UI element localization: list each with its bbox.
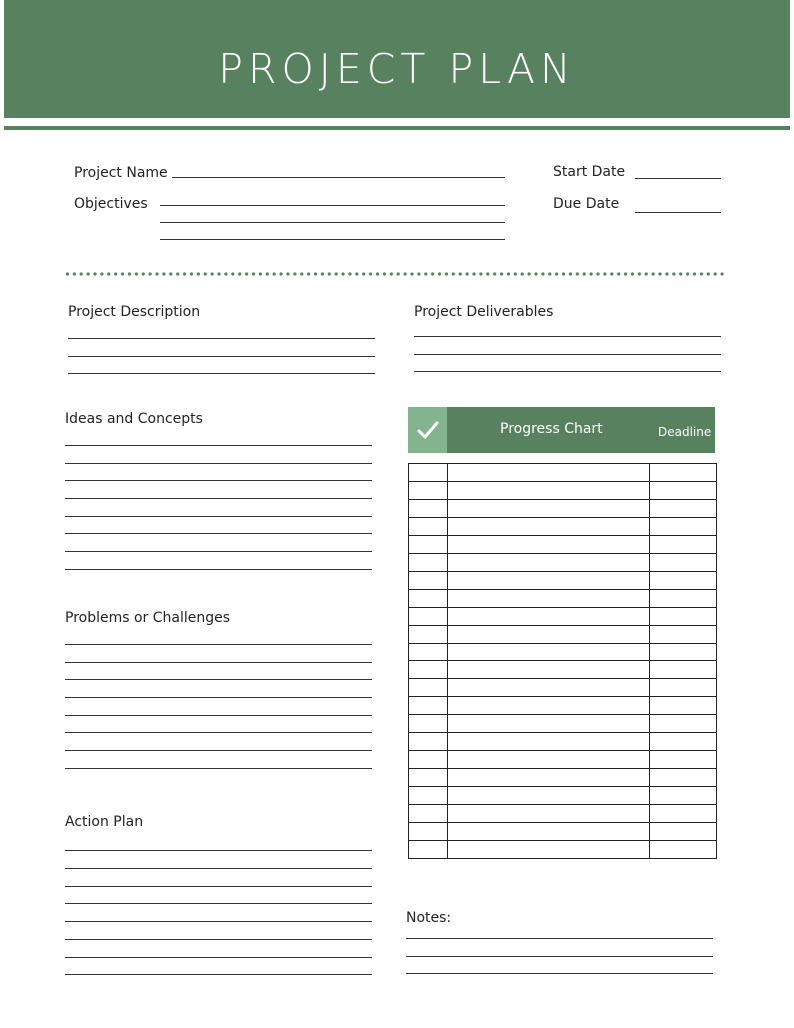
ideas-line[interactable] <box>65 498 372 499</box>
progress-deadline-cell[interactable] <box>650 464 717 482</box>
progress-check-cell[interactable] <box>409 715 448 733</box>
progress-row <box>409 787 717 805</box>
progress-task-cell[interactable] <box>448 679 650 697</box>
objectives-field-line[interactable] <box>160 239 505 240</box>
progress-row <box>409 841 717 859</box>
progress-check-cell[interactable] <box>409 517 448 535</box>
progress-row <box>409 481 717 499</box>
progress-check-cell[interactable] <box>409 535 448 553</box>
problems-line[interactable] <box>65 768 372 769</box>
progress-row <box>409 607 717 625</box>
progress-chart-check-cell <box>408 407 447 453</box>
progress-deadline-cell[interactable] <box>650 643 717 661</box>
progress-row <box>409 805 717 823</box>
ideas-and-concepts-heading: Ideas and Concepts <box>65 411 203 427</box>
progress-task-cell[interactable] <box>448 769 650 787</box>
notes-heading: Notes: <box>406 910 452 926</box>
progress-row <box>409 553 717 571</box>
progress-deadline-cell[interactable] <box>650 589 717 607</box>
action-plan-line[interactable] <box>65 850 372 851</box>
progress-row <box>409 464 717 482</box>
progress-row <box>409 517 717 535</box>
progress-task-cell[interactable] <box>448 823 650 841</box>
progress-task-cell[interactable] <box>448 571 650 589</box>
progress-deadline-cell[interactable] <box>650 769 717 787</box>
project-deliverables-line[interactable] <box>414 371 721 372</box>
progress-task-cell[interactable] <box>448 589 650 607</box>
progress-check-cell[interactable] <box>409 553 448 571</box>
check-icon <box>416 420 440 440</box>
progress-deadline-cell[interactable] <box>650 607 717 625</box>
progress-task-cell[interactable] <box>448 481 650 499</box>
progress-check-cell[interactable] <box>409 571 448 589</box>
progress-check-cell[interactable] <box>409 625 448 643</box>
progress-deadline-cell[interactable] <box>650 751 717 769</box>
action-plan-line[interactable] <box>65 974 372 975</box>
progress-task-cell[interactable] <box>448 697 650 715</box>
problems-or-challenges-heading: Problems or Challenges <box>65 610 231 626</box>
progress-task-cell[interactable] <box>448 661 650 679</box>
progress-task-cell[interactable] <box>448 464 650 482</box>
due-date-label: Due Date <box>553 196 620 212</box>
progress-check-cell[interactable] <box>409 481 448 499</box>
header-rule <box>4 126 790 130</box>
progress-deadline-cell[interactable] <box>650 535 717 553</box>
notes-line[interactable] <box>406 938 713 939</box>
progress-task-cell[interactable] <box>448 607 650 625</box>
project-name-label: Project Name <box>74 165 168 181</box>
progress-chart-title: Progress Chart <box>500 421 603 437</box>
progress-deadline-cell[interactable] <box>650 841 717 859</box>
project-description-line[interactable] <box>68 356 375 357</box>
problems-line[interactable] <box>65 679 372 680</box>
progress-row <box>409 715 717 733</box>
progress-deadline-cell[interactable] <box>650 481 717 499</box>
project-description-line[interactable] <box>68 338 375 339</box>
problems-line[interactable] <box>65 697 372 698</box>
progress-task-cell[interactable] <box>448 499 650 517</box>
notes-line[interactable] <box>406 973 713 974</box>
progress-row <box>409 643 717 661</box>
action-plan-line[interactable] <box>65 903 372 904</box>
problems-line[interactable] <box>65 715 372 716</box>
project-description-line[interactable] <box>68 373 375 374</box>
page-title: PROJECT PLAN <box>218 45 576 93</box>
progress-deadline-cell[interactable] <box>650 787 717 805</box>
progress-deadline-cell[interactable] <box>650 517 717 535</box>
progress-check-cell[interactable] <box>409 787 448 805</box>
progress-check-cell[interactable] <box>409 679 448 697</box>
action-plan-line[interactable] <box>65 957 372 958</box>
progress-task-cell[interactable] <box>448 751 650 769</box>
project-name-field[interactable] <box>172 177 505 178</box>
start-date-field[interactable] <box>635 178 721 179</box>
action-plan-heading: Action Plan <box>65 814 144 830</box>
ideas-line[interactable] <box>65 533 372 534</box>
action-plan-line[interactable] <box>65 921 372 922</box>
progress-row <box>409 499 717 517</box>
progress-deadline-cell[interactable] <box>650 733 717 751</box>
progress-check-cell[interactable] <box>409 464 448 482</box>
progress-deadline-cell[interactable] <box>650 625 717 643</box>
objectives-field-line[interactable] <box>160 222 505 223</box>
progress-row <box>409 751 717 769</box>
action-plan-line[interactable] <box>65 939 372 940</box>
ideas-line[interactable] <box>65 445 372 446</box>
progress-check-cell[interactable] <box>409 499 448 517</box>
progress-check-cell[interactable] <box>409 589 448 607</box>
progress-task-cell[interactable] <box>448 733 650 751</box>
progress-deadline-cell[interactable] <box>650 823 717 841</box>
project-deliverables-line[interactable] <box>414 354 721 355</box>
progress-deadline-cell[interactable] <box>650 553 717 571</box>
progress-row <box>409 769 717 787</box>
action-plan-line[interactable] <box>65 886 372 887</box>
progress-check-cell[interactable] <box>409 805 448 823</box>
ideas-line[interactable] <box>65 516 372 517</box>
dotted-divider <box>64 272 724 276</box>
objectives-field-line[interactable] <box>160 205 505 206</box>
due-date-field[interactable] <box>635 212 721 213</box>
problems-line[interactable] <box>65 750 372 751</box>
progress-row <box>409 571 717 589</box>
notes-line[interactable] <box>406 956 713 957</box>
project-deliverables-line[interactable] <box>414 336 721 337</box>
progress-deadline-cell[interactable] <box>650 805 717 823</box>
progress-row <box>409 679 717 697</box>
progress-check-cell[interactable] <box>409 661 448 679</box>
progress-row <box>409 823 717 841</box>
progress-chart-table <box>408 463 717 859</box>
ideas-line[interactable] <box>65 480 372 481</box>
objectives-label: Objectives <box>74 196 148 212</box>
progress-check-cell[interactable] <box>409 733 448 751</box>
progress-task-cell[interactable] <box>448 787 650 805</box>
header-banner <box>4 0 790 118</box>
start-date-label: Start Date <box>553 164 626 180</box>
progress-deadline-cell[interactable] <box>650 661 717 679</box>
problems-line[interactable] <box>65 662 372 663</box>
project-description-heading: Project Description <box>68 304 201 320</box>
progress-task-cell[interactable] <box>448 535 650 553</box>
progress-task-cell[interactable] <box>448 841 650 859</box>
project-deliverables-heading: Project Deliverables <box>414 304 554 320</box>
action-plan-line[interactable] <box>65 868 372 869</box>
problems-line[interactable] <box>65 644 372 645</box>
progress-task-cell[interactable] <box>448 625 650 643</box>
progress-deadline-cell[interactable] <box>650 499 717 517</box>
progress-check-cell[interactable] <box>409 697 448 715</box>
progress-deadline-cell[interactable] <box>650 679 717 697</box>
progress-row <box>409 733 717 751</box>
progress-task-cell[interactable] <box>448 517 650 535</box>
progress-row <box>409 535 717 553</box>
progress-row <box>409 697 717 715</box>
progress-check-cell[interactable] <box>409 643 448 661</box>
progress-row <box>409 661 717 679</box>
progress-check-cell[interactable] <box>409 823 448 841</box>
progress-row <box>409 625 717 643</box>
progress-row <box>409 589 717 607</box>
ideas-line[interactable] <box>65 569 372 570</box>
ideas-line[interactable] <box>65 551 372 552</box>
progress-check-cell[interactable] <box>409 607 448 625</box>
progress-deadline-cell[interactable] <box>650 697 717 715</box>
progress-task-cell[interactable] <box>448 805 650 823</box>
progress-chart-deadline-label: Deadline <box>658 425 712 439</box>
progress-check-cell[interactable] <box>409 769 448 787</box>
progress-task-cell[interactable] <box>448 553 650 571</box>
progress-task-cell[interactable] <box>448 715 650 733</box>
progress-task-cell[interactable] <box>448 643 650 661</box>
progress-deadline-cell[interactable] <box>650 571 717 589</box>
problems-line[interactable] <box>65 732 372 733</box>
ideas-line[interactable] <box>65 463 372 464</box>
progress-deadline-cell[interactable] <box>650 715 717 733</box>
progress-check-cell[interactable] <box>409 751 448 769</box>
progress-check-cell[interactable] <box>409 841 448 859</box>
